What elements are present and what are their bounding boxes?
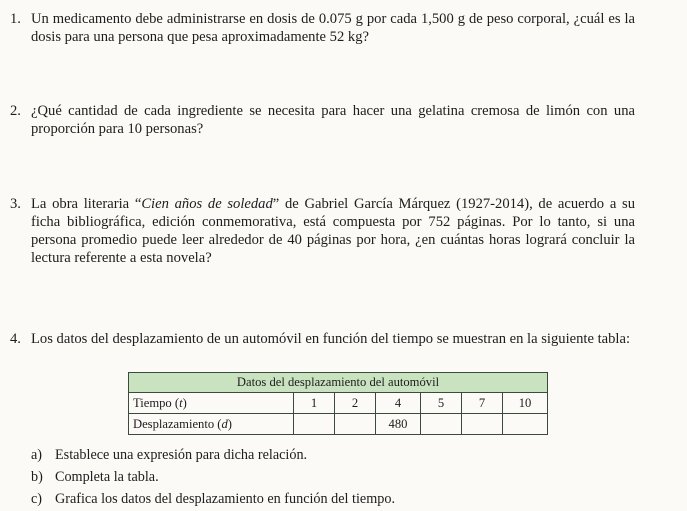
- subitem-letter: c): [31, 491, 43, 507]
- subitem-list: [31, 444, 395, 510]
- displacement-cell: [335, 414, 376, 435]
- problem-3: [10, 195, 635, 267]
- subitem-text: Establece una expresión para dicha relación.: [55, 447, 308, 463]
- displacement-cell: [503, 414, 548, 435]
- subitem-text: Completa la tabla.: [55, 469, 159, 485]
- problem-number: 3.: [10, 196, 21, 212]
- subitem-text: Grafica los datos del desplazamiento en función del tiempo.: [55, 491, 395, 507]
- problem-1: [10, 10, 635, 46]
- time-cell: 7: [462, 393, 503, 414]
- problem-number: 4.: [10, 331, 21, 347]
- table-header-row: [129, 373, 548, 393]
- problem-text: Los datos del desplazamiento de un automóvil en función del tiempo se muestran en la siguiente tabla:: [31, 331, 630, 347]
- time-cell: 4: [376, 393, 421, 414]
- book-title: Cien años de soledad: [141, 196, 273, 212]
- subitem-a: [31, 444, 395, 466]
- problem-text: ¿Qué cantidad de cada ingrediente se necesita para hacer una gelatina cremosa de limón con una proporción para 10 personas?: [31, 103, 635, 137]
- problem-number: 2.: [10, 103, 21, 119]
- displacement-cell: 480: [376, 414, 421, 435]
- displacement-cell: [421, 414, 462, 435]
- displacement-variable: d: [221, 416, 228, 431]
- table-row-displacement: [129, 414, 548, 435]
- time-cell: 1: [294, 393, 335, 414]
- problem-text: [31, 195, 635, 267]
- problem-4: [10, 330, 635, 348]
- displacement-table-wrapper: [128, 372, 548, 435]
- displacement-table: [128, 372, 548, 435]
- time-cell: 5: [421, 393, 462, 414]
- time-row-label: Tiempo (t): [129, 393, 294, 414]
- subitem-letter: a): [31, 447, 43, 463]
- problem-text-start: La obra literaria “: [31, 196, 142, 212]
- displacement-row-label: Desplazamiento (d): [129, 414, 294, 435]
- problem-text-end: ” de Gabriel García Márquez (1927-2014), de acuerdo a su ficha bibliográfica, edición conmemorativa, está compuesta por 752 páginas. Por lo tanto, si una persona promedio puede leer alrededor de 40 páginas por hora, ¿en cuántas horas logrará concluir la lectura referente a esta novela?: [31, 196, 635, 266]
- displacement-cell: [294, 414, 335, 435]
- displacement-cell: [462, 414, 503, 435]
- subitem-c: [31, 488, 395, 510]
- time-variable: t: [179, 395, 183, 410]
- table-row-time: [129, 393, 548, 414]
- problem-text: Un medicamento debe administrarse en dosis de 0.075 g por cada 1,500 g de peso corporal, ¿cuál es la dosis para una persona que pesa aproximadamente 52 kg?: [31, 11, 635, 45]
- table-title: Datos del desplazamiento del automóvil: [129, 373, 548, 393]
- subitem-letter: b): [31, 469, 43, 485]
- problem-2: [10, 102, 635, 138]
- subitem-b: [31, 466, 395, 488]
- time-cell: 10: [503, 393, 548, 414]
- time-cell: 2: [335, 393, 376, 414]
- problem-number: 1.: [10, 11, 21, 27]
